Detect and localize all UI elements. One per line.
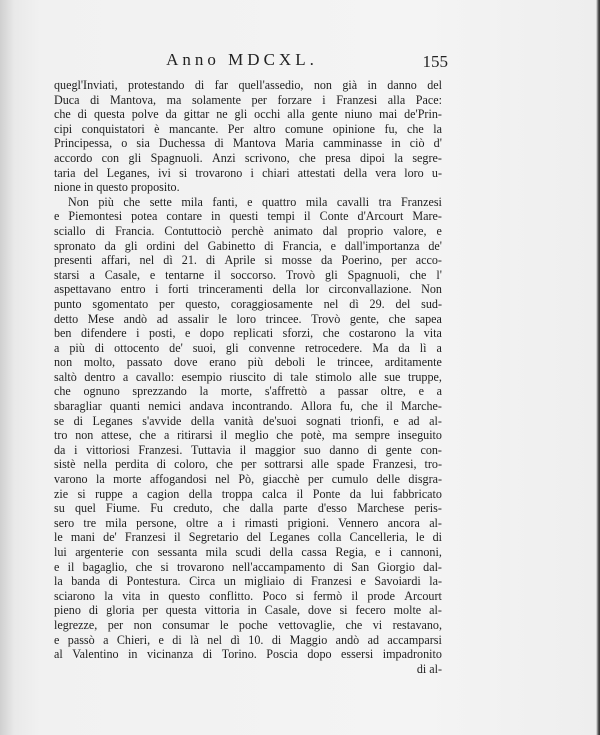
text-line: e passò a Chieri, e di là nel dì 10. di Maggio andò ad accamparsi [54,632,442,647]
catchword: di al- [416,661,442,676]
text-line: tro non attese, che a ritirarsi il meglio che potè, ma sempre inseguito [54,428,442,443]
text-line: non molto, passato dove erano più deboli le trincee, arditamente [54,355,442,370]
text-line: le mani de' Franzesi il Segretario del Leganes colla Cancelleria, le di [54,530,442,545]
text-line: Duca di Mantova, ma solamente per forzare i Franzesi alla Pace: [54,92,442,107]
text-line: sciarono la vita in questo conflitto. Poco si fermò il prode Arcourt [54,588,442,603]
text-line: che ognuno sprezzando la morte, s'affrettò a passar oltre, e a [54,384,442,399]
body-text [54,78,442,676]
text-line: su quel Fiume. Fu creduto, che dalla parte d'esso Marchese peris- [54,501,442,516]
text-line: starsi a Casale, e tentarne il soccorso. Trovò gli Spagnuoli, che l' [54,267,442,282]
text-line: da i vittoriosi Franzesi. Tuttavia il maggior suo danno di gente con- [54,442,442,457]
page-edge-shadow [596,0,600,735]
text-line: saltò dentro a cavallo: esempio riuscito di tale stimolo alle sue truppe, [54,369,442,384]
text-line: e il bagaglio, che si trovarono nell'accampamento di San Giorgio dal- [54,559,442,574]
text-line: Non più che sette mila fanti, e quattro mila cavalli tra Franzesi [68,194,442,209]
text-line: presenti affari, nel dì 21. di Aprile si mosse da Poerino, per acco- [54,253,442,268]
text-line: sero tre mila persone, oltre a i rimasti prigioni. Vennero ancora al- [54,515,442,530]
text-line: che di questa polve da gittar ne gli occhi alla gente niuno mai de'Prin- [54,107,442,122]
text-line: accordo con gli Spagnuoli. Anzi scrivono, che presa dipoi la segre- [54,150,442,165]
text-line: pieno di gloria per questa vittoria in Casale, dove si fecero molte al- [54,603,442,618]
running-head: Anno MDCXL. [166,50,318,69]
text-line: sistè nella perdita di coloro, che per sottrarsi alle spade Franzesi, tro- [54,457,442,472]
text-line: spronato da gli ordini del Gabinetto di Francia, e dall'importanza de' [54,238,442,253]
text-line: taria del Leganes, ivi si trovarono i chiari attestati della vera loro u- [54,165,442,180]
text-line: sbaragliar quanti nemici andava incontrando. Allora fu, che il Marche- [54,399,442,414]
text-line: lui argenterie con sessanta mila scudi della cassa Regia, e i cannoni, [54,545,442,559]
text-line: zie si ruppe a cagion della troppa calca il Ponte da lui fabbricato [54,486,442,501]
text-line: ben difendere i posti, e dopo replicati sforzi, che costarono la vita [54,326,442,341]
text-line: a più di ottocento de' suoi, gli convenne retrocedere. Ma da lì a [54,340,442,355]
text-line: se di Leganes s'avvide della vanità de'suoi sognati trionfi, e ad al- [54,413,442,428]
text-line: e Piemontesi potea contare in questi tempi il Conte d'Arcourt Mare- [54,209,442,224]
text-line: legrezze, per non consumar le poche vettovaglie, che vi restavano, [54,617,442,632]
text-line: detto Mese andò ad assalir le loro trincee. Trovò gente, che sapea [54,311,442,326]
text-line: sciallo di Francia. Contuttociò perchè animato dal proprio valore, e [54,223,442,238]
text-line: varono la morte affogandosi nel Pò, giacchè per cumulo delle disgra- [54,472,442,487]
text-line: quegl'Inviati, protestando di far quell'assedio, non già in danno del [54,78,442,92]
text-line: punto sgomentato per questo, coraggiosamente nel dì 29. del sud- [54,296,442,311]
text-line: aspettavano entro i forti trinceramenti della lor circonvallazione. Non [54,282,442,297]
text-line: Principessa, o sia Duchessa di Mantova Maria camminasse in ciò d' [54,136,442,151]
page-number: 155 [422,52,448,71]
page-header [52,50,432,72]
text-line: cipi conquistatori è mancante. Per altro comune opinione fu, che la [54,121,442,136]
text-line: la banda di Pontestura. Circa un migliaio di Franzesi e Savoiardi la- [54,574,442,589]
text-line: nione in questo proposito. [54,180,180,195]
text-line: al Valentino in vicinanza di Torino. Poscia dopo essersi impadronito [54,647,442,662]
